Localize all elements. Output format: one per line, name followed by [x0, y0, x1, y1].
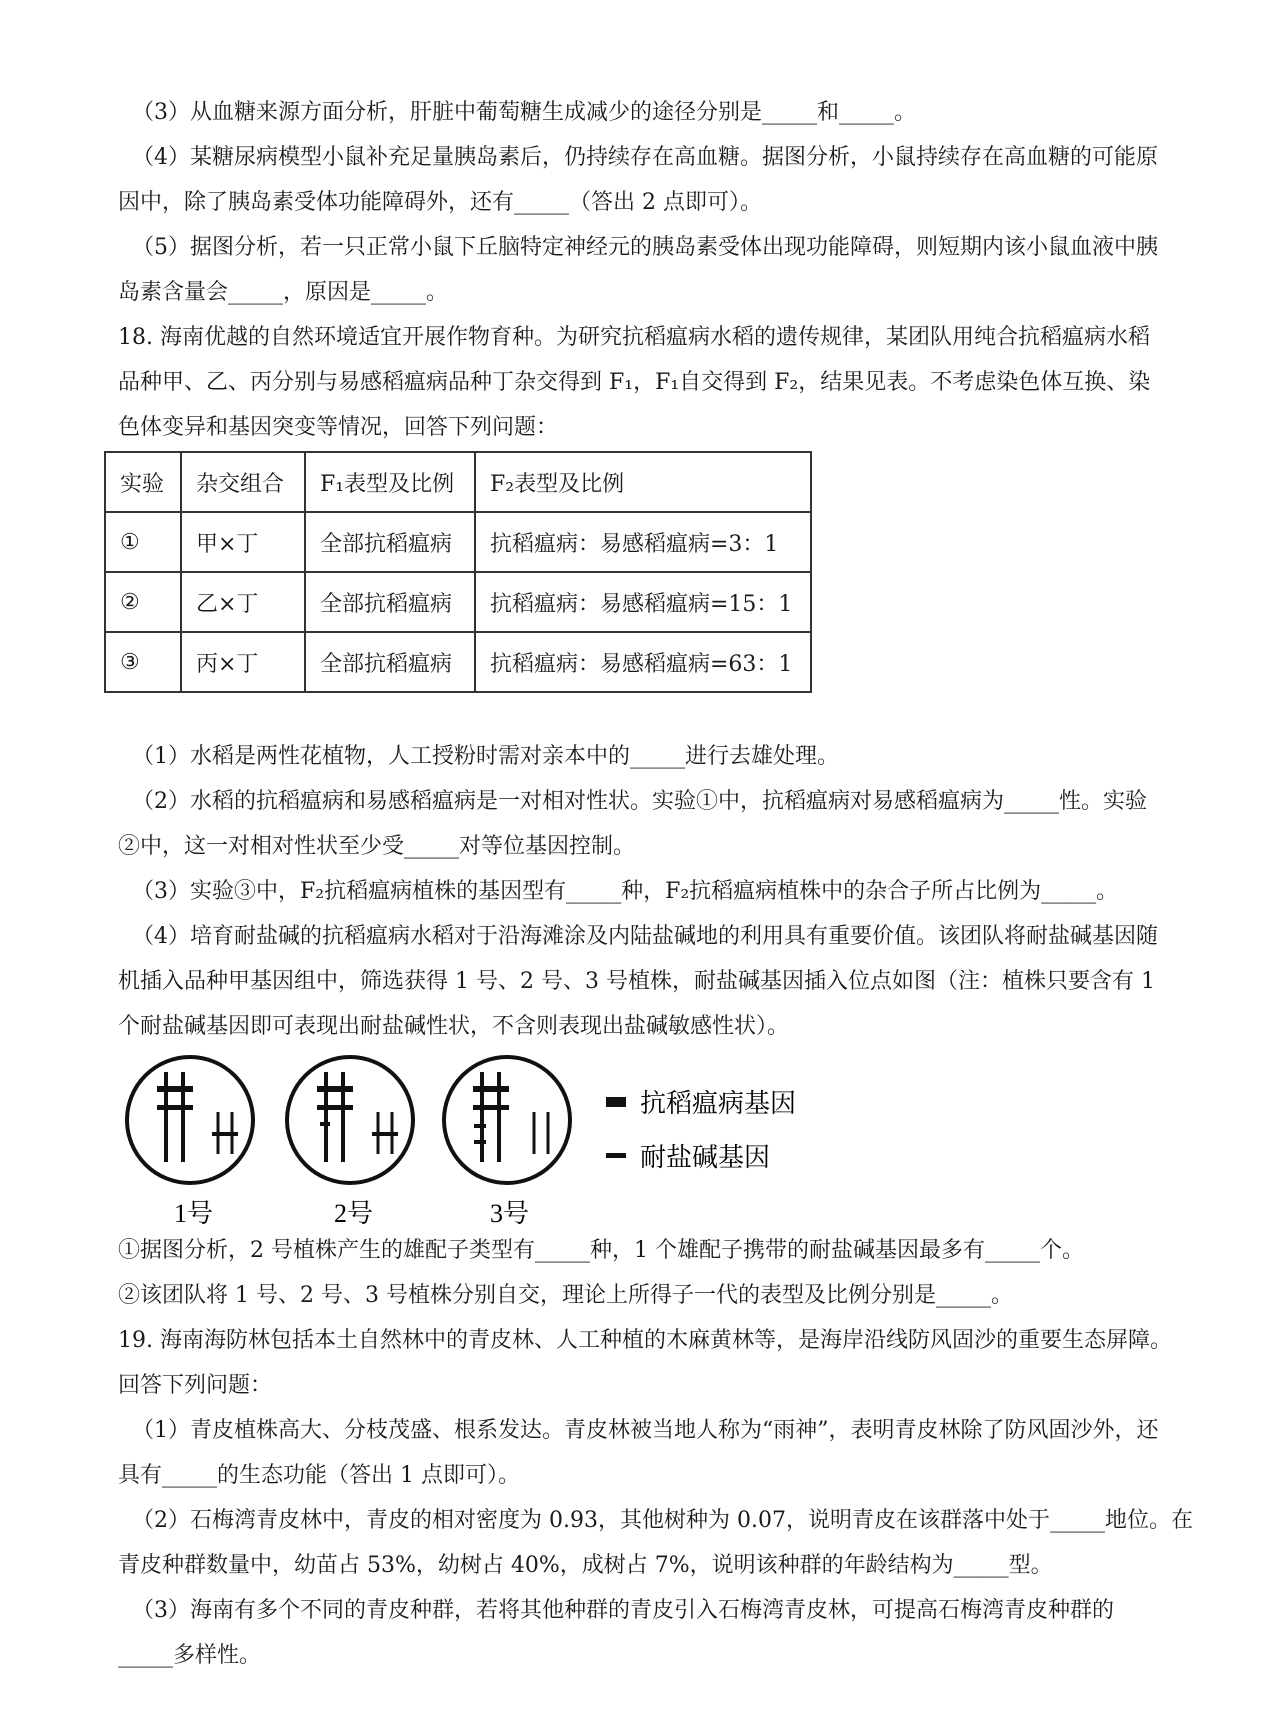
- q17-3: （3）从血糖来源方面分析，肝脏中葡萄糖生成减少的途径分别是_____和_____。: [132, 100, 916, 125]
- q19-stem-line1: 19. 海南海防林包括本土自然林中的青皮林、人工种植的木麻黄林等，是海岸沿线防风固沙的重要生态屏障。: [118, 1328, 1172, 1353]
- q17-4-line2: 因中，除了胰岛素受体功能障碍外，还有_____（答出 2 点即可）。: [118, 190, 762, 215]
- table-cell: 抗稻瘟病：易感稻瘟病=63：1: [475, 632, 811, 692]
- table-cell: ①: [105, 512, 181, 572]
- table-header-row: [105, 452, 811, 512]
- plant-2-label: 2号: [334, 1199, 374, 1228]
- q18-2-line1: （2）水稻的抗稻瘟病和易感稻瘟病是一对相对性状。实验①中，抗稻瘟病对易感稻瘟病为_____性。实验: [132, 789, 1148, 814]
- q18-stem-line2: 品种甲、乙、丙分别与易感稻瘟病品种丁杂交得到 F₁，F₁自交得到 F₂，结果见表。不考虑染色体互换、染: [118, 370, 1151, 395]
- plant-3-diagram: [444, 1057, 570, 1183]
- table-cell: ②: [105, 572, 181, 632]
- table-cell: 抗稻瘟病：易感稻瘟病=15：1: [475, 572, 811, 632]
- legend-salt-label: 耐盐碱基因: [640, 1143, 771, 1172]
- legend-salt-swatch: [606, 1153, 626, 1158]
- table-cell: 全部抗稻瘟病: [305, 512, 475, 572]
- q18-4-line3: 个耐盐碱基因即可表现出耐盐碱性状，不含则表现出盐碱敏感性状）。: [118, 1014, 790, 1039]
- q19-1-line2: 具有_____的生态功能（答出 1 点即可）。: [118, 1463, 520, 1488]
- table-row: [105, 512, 811, 572]
- plant-1-diagram: [127, 1057, 253, 1183]
- table-header-cell: 杂交组合: [181, 452, 305, 512]
- table-cell: 全部抗稻瘟病: [305, 572, 475, 632]
- chromosome-figure: [0, 1050, 820, 1230]
- q18-4-sub2: ②该团队将 1 号、2 号、3 号植株分别自交，理论上所得子一代的表型及比例分别是_____。: [118, 1283, 1013, 1308]
- table-header-cell: F₁表型及比例: [305, 452, 475, 512]
- q18-4-line1: （4）培育耐盐碱的抗稻瘟病水稻对于沿海滩涂及内陆盐碱地的利用具有重要价值。该团队将耐盐碱基因随: [132, 924, 1159, 949]
- q18-4-sub1: ①据图分析，2 号植株产生的雄配子类型有_____种，1 个雄配子携带的耐盐碱基因最多有_____个。: [118, 1238, 1084, 1263]
- q17-5-line2: 岛素含量会_____，原因是_____。: [118, 280, 449, 305]
- q18-stem-line1: 18. 海南优越的自然环境适宜开展作物育种。为研究抗稻瘟病水稻的遗传规律，某团队用纯合抗稻瘟病水稻: [118, 325, 1150, 350]
- table-cell: 抗稻瘟病：易感稻瘟病=3：1: [475, 512, 811, 572]
- table-header-cell: 实验: [105, 452, 181, 512]
- q17-5-line1: （5）据图分析，若一只正常小鼠下丘脑特定神经元的胰岛素受体出现功能障碍，则短期内该小鼠血液中胰: [132, 235, 1159, 260]
- table-row: [105, 632, 811, 692]
- q18-stem-line3: 色体变异和基因突变等情况，回答下列问题：: [118, 415, 559, 440]
- q19-stem-line2: 回答下列问题：: [118, 1373, 273, 1398]
- table-cell: 甲×丁: [181, 512, 305, 572]
- plant-3-label: 3号: [490, 1199, 530, 1228]
- q18-1: （1）水稻是两性花植物，人工授粉时需对亲本中的_____进行去雄处理。: [132, 744, 839, 769]
- q18-2-line2: ②中，这一对相对性状至少受_____对等位基因控制。: [118, 834, 636, 859]
- legend-resistance-swatch: [606, 1097, 626, 1107]
- results-table: [104, 451, 812, 693]
- table-row: [105, 572, 811, 632]
- q18-3: （3）实验③中，F₂抗稻瘟病植株的基因型有_____种，F₂抗稻瘟病植株中的杂合子所占比例为_____。: [132, 879, 1119, 904]
- legend-resistance-label: 抗稻瘟病基因: [640, 1089, 797, 1118]
- q19-2-line2: 青皮种群数量中，幼苗占 53%，幼树占 40%，成树占 7%，说明该种群的年龄结构为_____型。: [118, 1553, 1053, 1578]
- table-cell: 乙×丁: [181, 572, 305, 632]
- q19-3-line2: _____多样性。: [118, 1643, 262, 1668]
- table-cell: 全部抗稻瘟病: [305, 632, 475, 692]
- table-cell: ③: [105, 632, 181, 692]
- plant-1-label: 1号: [174, 1199, 214, 1228]
- q19-2-line1: （2）石梅湾青皮林中，青皮的相对密度为 0.93，其他树种为 0.07，说明青皮在该群落中处于_____地位。在: [132, 1508, 1193, 1533]
- q17-4-line1: （4）某糖尿病模型小鼠补充足量胰岛素后，仍持续存在高血糖。据图分析，小鼠持续存在高血糖的可能原: [132, 145, 1159, 170]
- q19-1-line1: （1）青皮植株高大、分枝茂盛、根系发达。青皮林被当地人称为“雨神”，表明青皮林除了防风固沙外，还: [132, 1418, 1159, 1443]
- table-header-cell: F₂表型及比例: [475, 452, 811, 512]
- plant-2-diagram: [287, 1057, 413, 1183]
- table-cell: 丙×丁: [181, 632, 305, 692]
- q19-3-line1: （3）海南有多个不同的青皮种群，若将其他种群的青皮引入石梅湾青皮林，可提高石梅湾青皮种群的: [132, 1598, 1115, 1623]
- q18-4-line2: 机插入品种甲基因组中，筛选获得 1 号、2 号、3 号植株，耐盐碱基因插入位点如图（注：植株只要含有 1: [118, 969, 1155, 994]
